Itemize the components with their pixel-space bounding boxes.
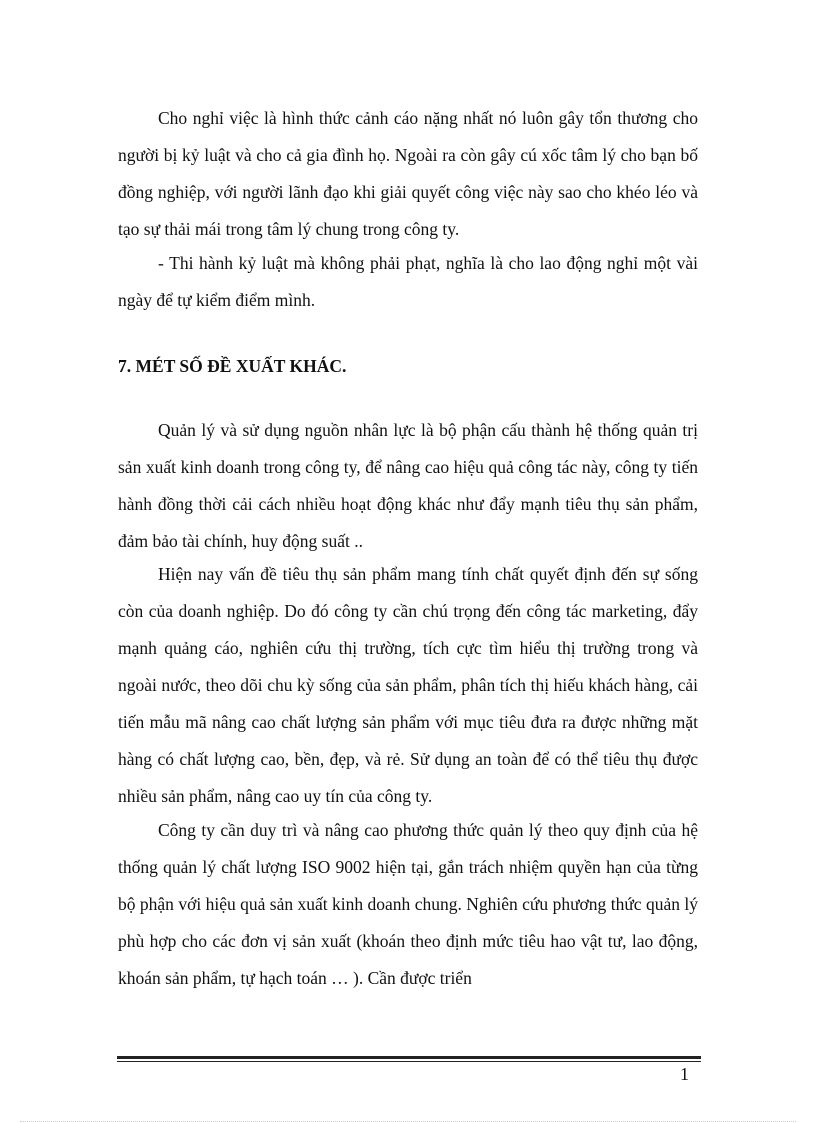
page-number: 1 <box>680 1064 689 1084</box>
page-edge-divider <box>20 1121 796 1122</box>
section-heading <box>118 348 698 385</box>
paragraph-product-consumption <box>118 556 698 815</box>
paragraph-text: Hiện nay vấn đề tiêu thụ sản phẩm mang tính chất quyết định đến sự sống còn của doanh nghiệp. Do đó công ty cần chú trọng đến công tác marketing, đẩy mạnh quảng cáo, nghiên cứu thị trường, tích cực tìm hiểu thị trường trong và ngoài nước, theo dõi chu kỳ sống của sản phẩm, phân tích thị hiếu khách hàng, cải tiến mẫu mã nâng cao chất lượng sản phẩm với mục tiêu đưa ra được những mặt hàng có chất lượng cao, bền, đẹp, và rẻ. Sử dụng an toàn để có thể tiêu thụ được nhiều sản phẩm, nâng cao uy tín của công ty. <box>118 564 698 806</box>
paragraph-discipline-without-penalty <box>118 245 698 319</box>
footer-rule-thin <box>117 1061 701 1062</box>
paragraph-text: Công ty cần duy trì và nâng cao phương thức quản lý theo quy định của hệ thống quản lý chất lượng ISO 9002 hiện tại, gắn trách nhiệm quyền hạn của từng bộ phận với hiệu quả sản xuất kinh doanh chung. Nghiên cứu phương thức quản lý phù hợp cho các đơn vị sản xuất (khoán theo định mức tiêu hao vật tư, lao động, khoán sản phẩm, tự hạch toán … ). Cần được triển <box>118 820 698 988</box>
paragraph-text: Cho nghỉ việc là hình thức cảnh cáo nặng nhất nó luôn gây tổn thương cho người bị kỷ luật và cho cả gia đình họ. Ngoài ra còn gây cú xốc tâm lý cho bạn bố đồng nghiệp, với người lãnh đạo khi giải quyết công việc này sao cho khéo léo và tạo sự thải mái trong tâm lý chung trong công ty. <box>118 108 698 239</box>
section-title: 7. MÉT SỐ ĐỀ XUẤT KHÁC. <box>118 356 347 376</box>
paragraph-dismissal <box>118 100 698 248</box>
footer-rule-thick <box>117 1056 701 1059</box>
paragraph-text: - Thi hành kỷ luật mà không phải phạt, nghĩa là cho lao động nghỉ một vài ngày để tự kiểm điểm mình. <box>118 253 698 310</box>
paragraph-quality-management <box>118 812 698 997</box>
paragraph-hr-management <box>118 412 698 560</box>
paragraph-text: Quản lý và sử dụng nguồn nhân lực là bộ phận cấu thành hệ thống quản trị sản xuất kinh doanh trong công ty, để nâng cao hiệu quả công tác này, công ty tiến hành đồng thời cải cách nhiều hoạt động khác như đẩy mạnh tiêu thụ sản phẩm, đảm bảo tài chính, huy động suất .. <box>118 420 698 551</box>
